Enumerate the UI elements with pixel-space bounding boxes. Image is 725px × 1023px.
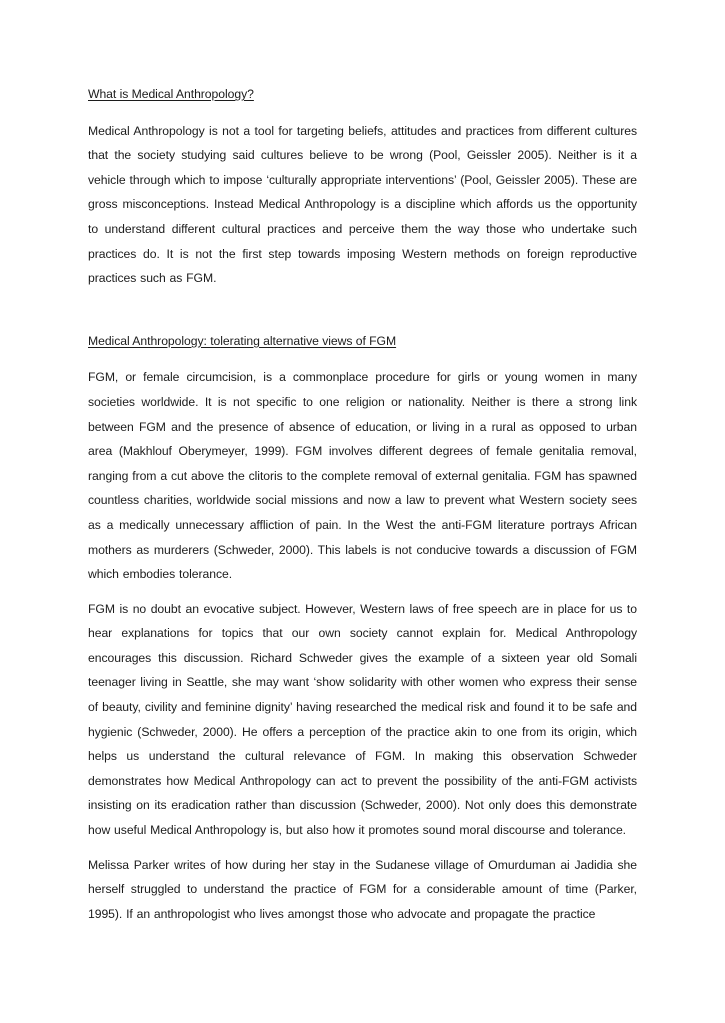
section-heading-tolerating-alternative-views: Medical Anthropology: tolerating alternative views of FGM <box>88 333 397 348</box>
section-heading-what-is-medical-anthropology: What is Medical Anthropology? <box>88 87 254 101</box>
paragraph-medical-anthropology-definition: Medical Anthropology is not a tool for targeting beliefs, attitudes and practices from different cultures that the society studying said cultures believe to be wrong (Pool, Geissler 2005). Neither is it a vehicle through which to impose ‘culturally appropriate interventions’ (Pool, Geissler 2005). These are gross misconceptions. Instead Medical Anthropology is a discipline which affords us the opportunity to understand different cultural practices and perceive them the way those who undertake such practices do. It is not the first step towards imposing Western methods on foreign reproductive practices such as FGM. <box>88 123 637 286</box>
paragraph-melissa-parker: Melissa Parker writes of how during her stay in the Sudanese village of Omurduman ai Jadidia she herself struggled to understand the practice of FGM for a considerable amount of time (Parker, 1995). If an anthropologist who lives amongst those who advocate and propagate the practice <box>88 857 637 921</box>
paragraph-fgm-evocative-subject: FGM is no doubt an evocative subject. However, Western laws of free speech are in place for us to hear explanations for topics that our own society cannot explain for. Medical Anthropology encourages this discussion. Richard Schweder gives the example of a sixteen year old Somali teenager living in Seattle, she may want ‘show solidarity with other women who express their sense of beauty, civility and feminine dignity’ having researched the medical risk and found it to be safe and hygienic (Schweder, 2000). He offers a perception of the practice akin to one from its origin, which helps us understand the cultural relevance of FGM. In making this observation Schweder demonstrates how Medical Anthropology can act to prevent the possibility of the anti-FGM activists insisting on its eradication rather than discussion (Schweder, 2000). Not only does this demonstrate how useful Medical Anthropology is, but also how it promotes sound moral discourse and tolerance. <box>88 601 637 838</box>
paragraph-fgm-overview: FGM, or female circumcision, is a commonplace procedure for girls or young women in many societies worldwide. It is not specific to one religion or nationality. Neither is there a strong link between FGM and the presence of absence of education, or living in a rural as opposed to urban area (Makhlouf Oberymeyer, 1999). FGM involves different degrees of female genitalia removal, ranging from a cut above the clitoris to the complete removal of external genitalia. FGM has spawned countless charities, worldwide social missions and now a law to prevent what Western society sees as a medically unnecessary affliction of pain. In the West the anti-FGM literature portrays African mothers as murderers (Schweder, 2000). This labels is not conducive towards a discussion of FGM which embodies tolerance. <box>88 370 637 582</box>
